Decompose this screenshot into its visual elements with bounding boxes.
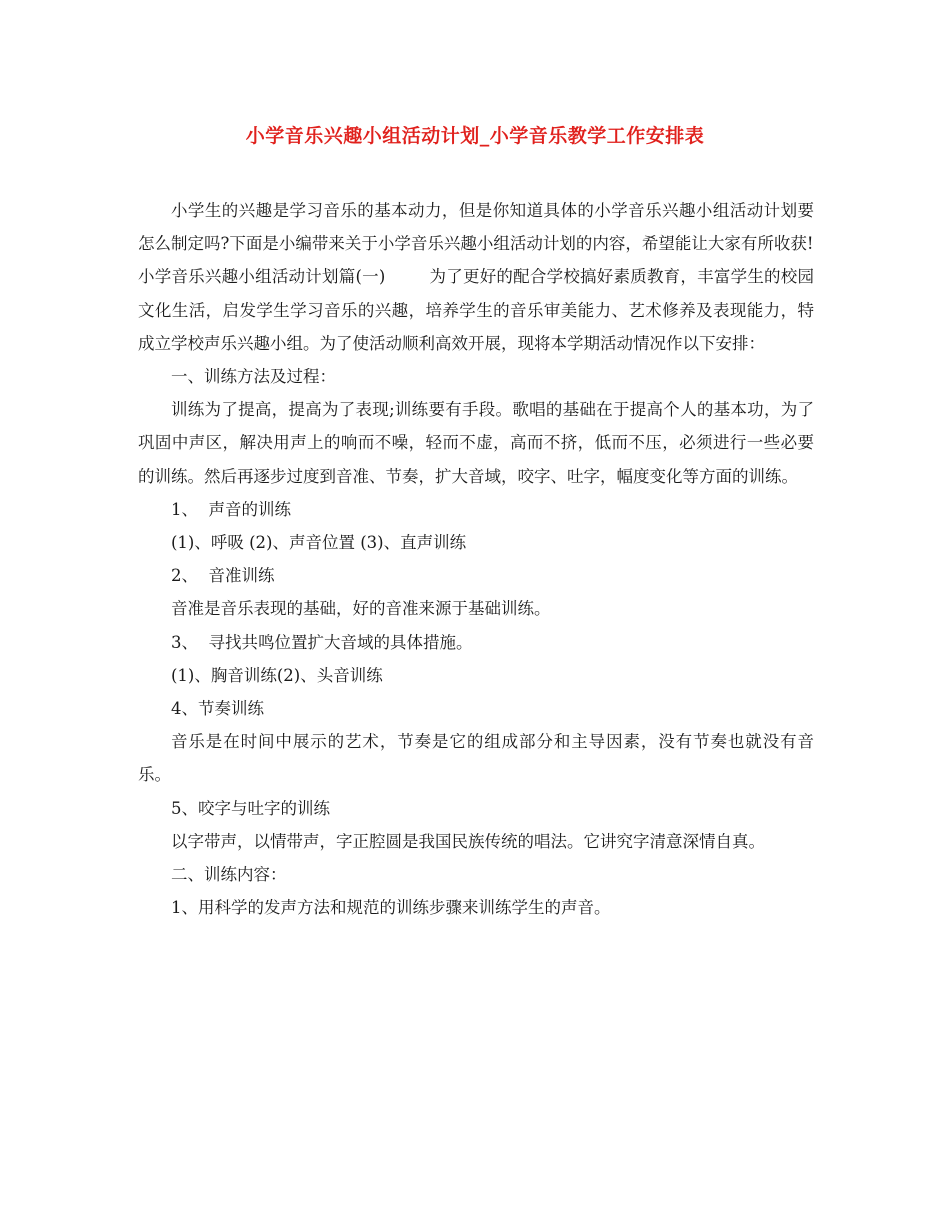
item2-body: 音准是音乐表现的基础，好的音准来源于基础训练。 (171, 599, 551, 619)
document-title: 小学音乐兴趣小组活动计划_小学音乐教学工作安排表 (245, 125, 705, 147)
item1-heading: 1、 声音的训练 (171, 499, 291, 519)
item1-body: (1)、呼吸 (2)、声音位置 (3)、直声训练 (171, 533, 467, 553)
section-body: 为了更好的配合学校搞好素质教育，丰富学生的校园文化生活，启发学生学习音乐的兴趣，培养学生的音乐审美能力、艺术修养及表现能力，特成立学校声乐兴趣小组。为了使活动顺利高效开展，现将本学期活动情况作以下安排： (138, 267, 815, 353)
item2-heading: 2、 音准训练 (171, 566, 275, 586)
part1-body: 训练为了提高，提高为了表现;训练要有手段。歌唱的基础在于提高个人的基本功，为了巩固中声区，解决用声上的响而不噪，轻而不虚，高而不挤，低而不压，必须进行一些必要的训练。然后再逐步过度到音准、节奏，扩大音域，咬字、吐字，幅度变化等方面的训练。 (138, 400, 814, 486)
item3-body: (1)、胸音训练(2)、头音训练 (171, 665, 383, 685)
section-heading: 小学音乐兴趣小组活动计划篇(一) (138, 267, 386, 287)
item5-heading: 5、咬字与吐字的训练 (171, 798, 330, 818)
part2-heading: 二、训练内容： (171, 865, 287, 885)
part1-heading: 一、训练方法及过程： (171, 367, 336, 387)
item4-body: 音乐是在时间中展示的艺术，节奏是它的组成部分和主导因素，没有节奏也就没有音乐。 (138, 732, 814, 785)
document-body (138, 194, 814, 924)
section-paragraph (138, 260, 814, 360)
item5-body: 以字带声，以情带声，字正腔圆是我国民族传统的唱法。它讲究字清意深情自真。 (171, 831, 765, 851)
part2-item1: 1、用科学的发声方法和规范的训练步骤来训练学生的声音。 (171, 898, 611, 918)
intro-paragraph: 小学生的兴趣是学习音乐的基本动力，但是你知道具体的小学音乐兴趣小组活动计划要怎么制定吗?下面是小编带来关于小学音乐兴趣小组活动计划的内容，希望能让大家有所收获! (138, 201, 814, 254)
item3-heading: 3、 寻找共鸣位置扩大音域的具体措施。 (171, 632, 473, 652)
item4-heading: 4、节奏训练 (171, 699, 264, 719)
